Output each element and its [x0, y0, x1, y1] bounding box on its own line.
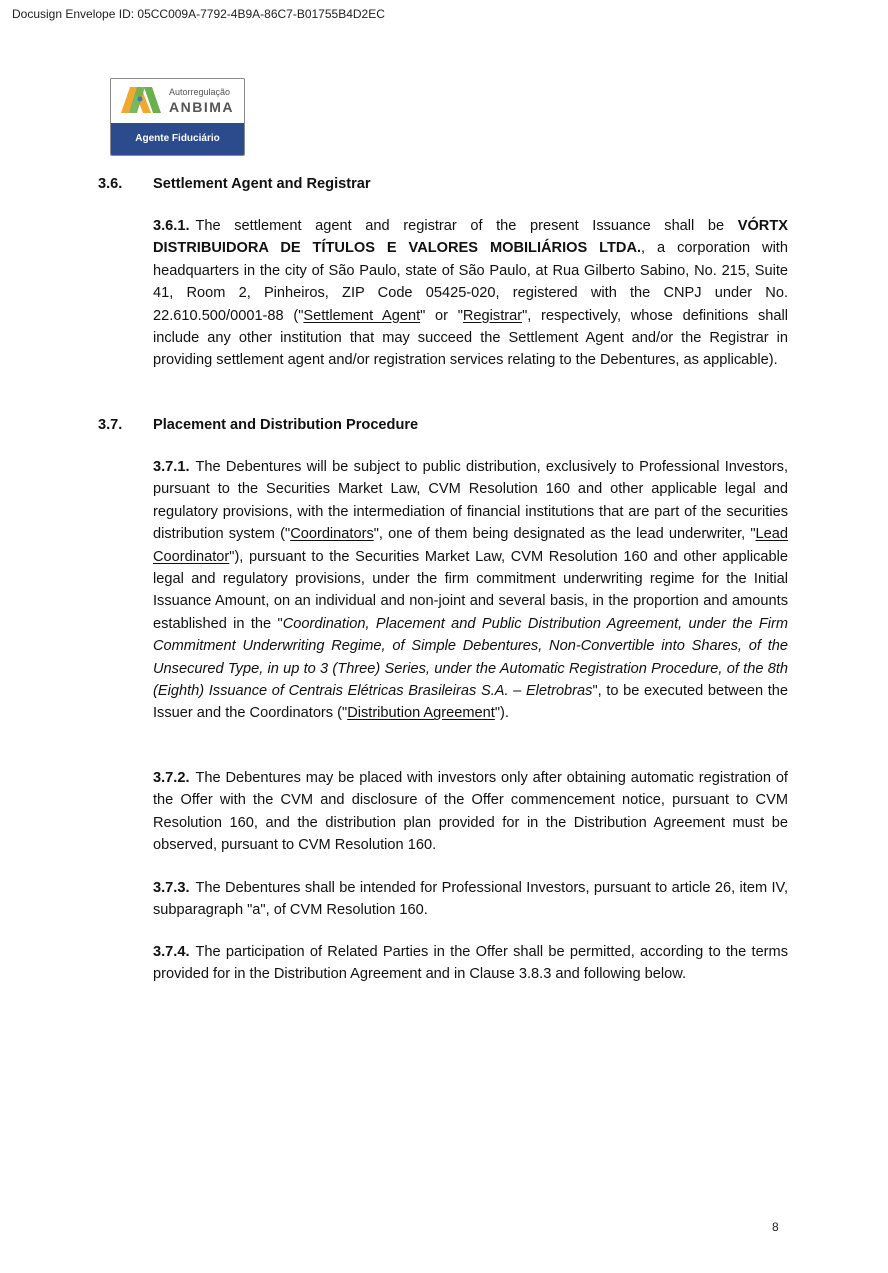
clause-text: , a corporation with headquarters in the city of São Paulo, state of São Paulo, at Rua Gilberto Sabino, No. 215, Suite 41, Room 2, Pinheiros, ZIP Code 05425-020, registered with the CNPJ under No. 22.610.500/0001-88 (" — [153, 240, 788, 324]
clause-text: "), pursuant to the Securities Market Law, CVM Resolution 160 and other applicable legal and regulatory provisions, under the firm commitment underwriting regime for the Initial Issuance Amount, on an individual and non-joint and several basis, in the proportion and amounts established in the " — [153, 548, 788, 632]
clause-3-7-3 — [153, 877, 788, 922]
clause-text: The settlement agent and registrar of the present Issuance shall be — [195, 218, 738, 234]
section-heading-3-6 — [98, 173, 371, 195]
section-number: 3.6. — [98, 176, 123, 192]
section-title: Settlement Agent and Registrar — [153, 176, 371, 192]
anbima-mark-icon — [121, 87, 161, 113]
defined-term-distribution-agreement: Distribution Agreement — [347, 705, 495, 722]
section-title: Placement and Distribution Procedure — [153, 417, 419, 433]
section-heading-3-7 — [98, 414, 418, 436]
logo-name: ANBIMA — [169, 99, 234, 115]
clause-text: ", respectively, whose definitions shall include any other institution that may succeed the Settlement Agent and/or the Registrar in providing settlement agent and/or registration services relating to the Debentures, as applicable). — [153, 307, 789, 369]
clause-text: " or " — [420, 307, 463, 324]
envelope-id: Docusign Envelope ID: 05CC009A-7792-4B9A-86C7-B01755B4D2EC — [12, 7, 385, 21]
defined-term-coordinators: Coordinators — [290, 526, 374, 543]
clause-3-7-1 — [153, 456, 788, 725]
clause-text: ", to be executed between the Issuer and the Coordinators (" — [153, 683, 788, 722]
logo-band: Agente Fiduciário — [111, 123, 244, 155]
clause-number: 3.7.4. — [153, 944, 190, 960]
clause-3-7-4 — [153, 941, 788, 986]
clause-text: The Debentures may be placed with investors only after obtaining automatic registration of the Offer with the CVM and disclosure of the Offer commencement notice, pursuant to CVM Resolution 160, and the distribution plan provided for in the Distribution Agreement must be observed, pursuant to CVM Resolution 160. — [153, 770, 788, 854]
page-number: 8 — [772, 1220, 779, 1234]
clause-3-6-1 — [153, 215, 788, 372]
defined-term-settlement-agent: Settlement Agent — [303, 307, 421, 324]
defined-term-registrar: Registrar — [462, 307, 523, 324]
clause-text: ", one of them being designated as the lead underwriter, " — [373, 526, 756, 543]
clause-number: 3.7.2. — [153, 770, 190, 786]
clause-3-7-2 — [153, 767, 788, 857]
defined-term-lead-coordinator: Lead Coordinator — [153, 526, 788, 565]
section-number: 3.7. — [98, 417, 123, 433]
clause-text: "). — [494, 705, 509, 722]
clause-number: 3.7.1. — [153, 459, 190, 475]
clause-number: 3.7.3. — [153, 880, 190, 896]
anbima-logo — [110, 78, 245, 156]
agreement-title: Coordination, Placement and Public Distribution Agreement, under the Firm Commitment Underwriting Regime, of Simple Debentures, Non-Convertible into Shares, of the Unsecured Type, in up to 3 (Three) Series, under the Automatic Registration Procedure, of the 8th (Eighth) Issuance of Centrais Elétricas Brasileiras S.A. – Eletrobras — [153, 615, 788, 700]
clause-text: The Debentures shall be intended for Professional Investors, pursuant to article 26, item IV, subparagraph "a", of CVM Resolution 160. — [153, 880, 788, 919]
clause-number: 3.6.1. — [153, 218, 190, 234]
logo-subtitle: Autorregulação — [169, 87, 231, 97]
company-name: VÓRTX DISTRIBUIDORA DE TÍTULOS E VALORES MOBILIÁRIOS LTDA. — [153, 218, 788, 257]
clause-text: The participation of Related Parties in the Offer shall be permitted, according to the terms provided for in the Distribution Agreement and in Clause 3.8.3 and following below. — [153, 944, 788, 983]
clause-text: The Debentures will be subject to public distribution, exclusively to Professional Investors, pursuant to the Securities Market Law, CVM Resolution 160 and other applicable legal and regulatory provisions, with the intermediation of financial institutions that are part of the securities distribution system (" — [153, 459, 788, 543]
